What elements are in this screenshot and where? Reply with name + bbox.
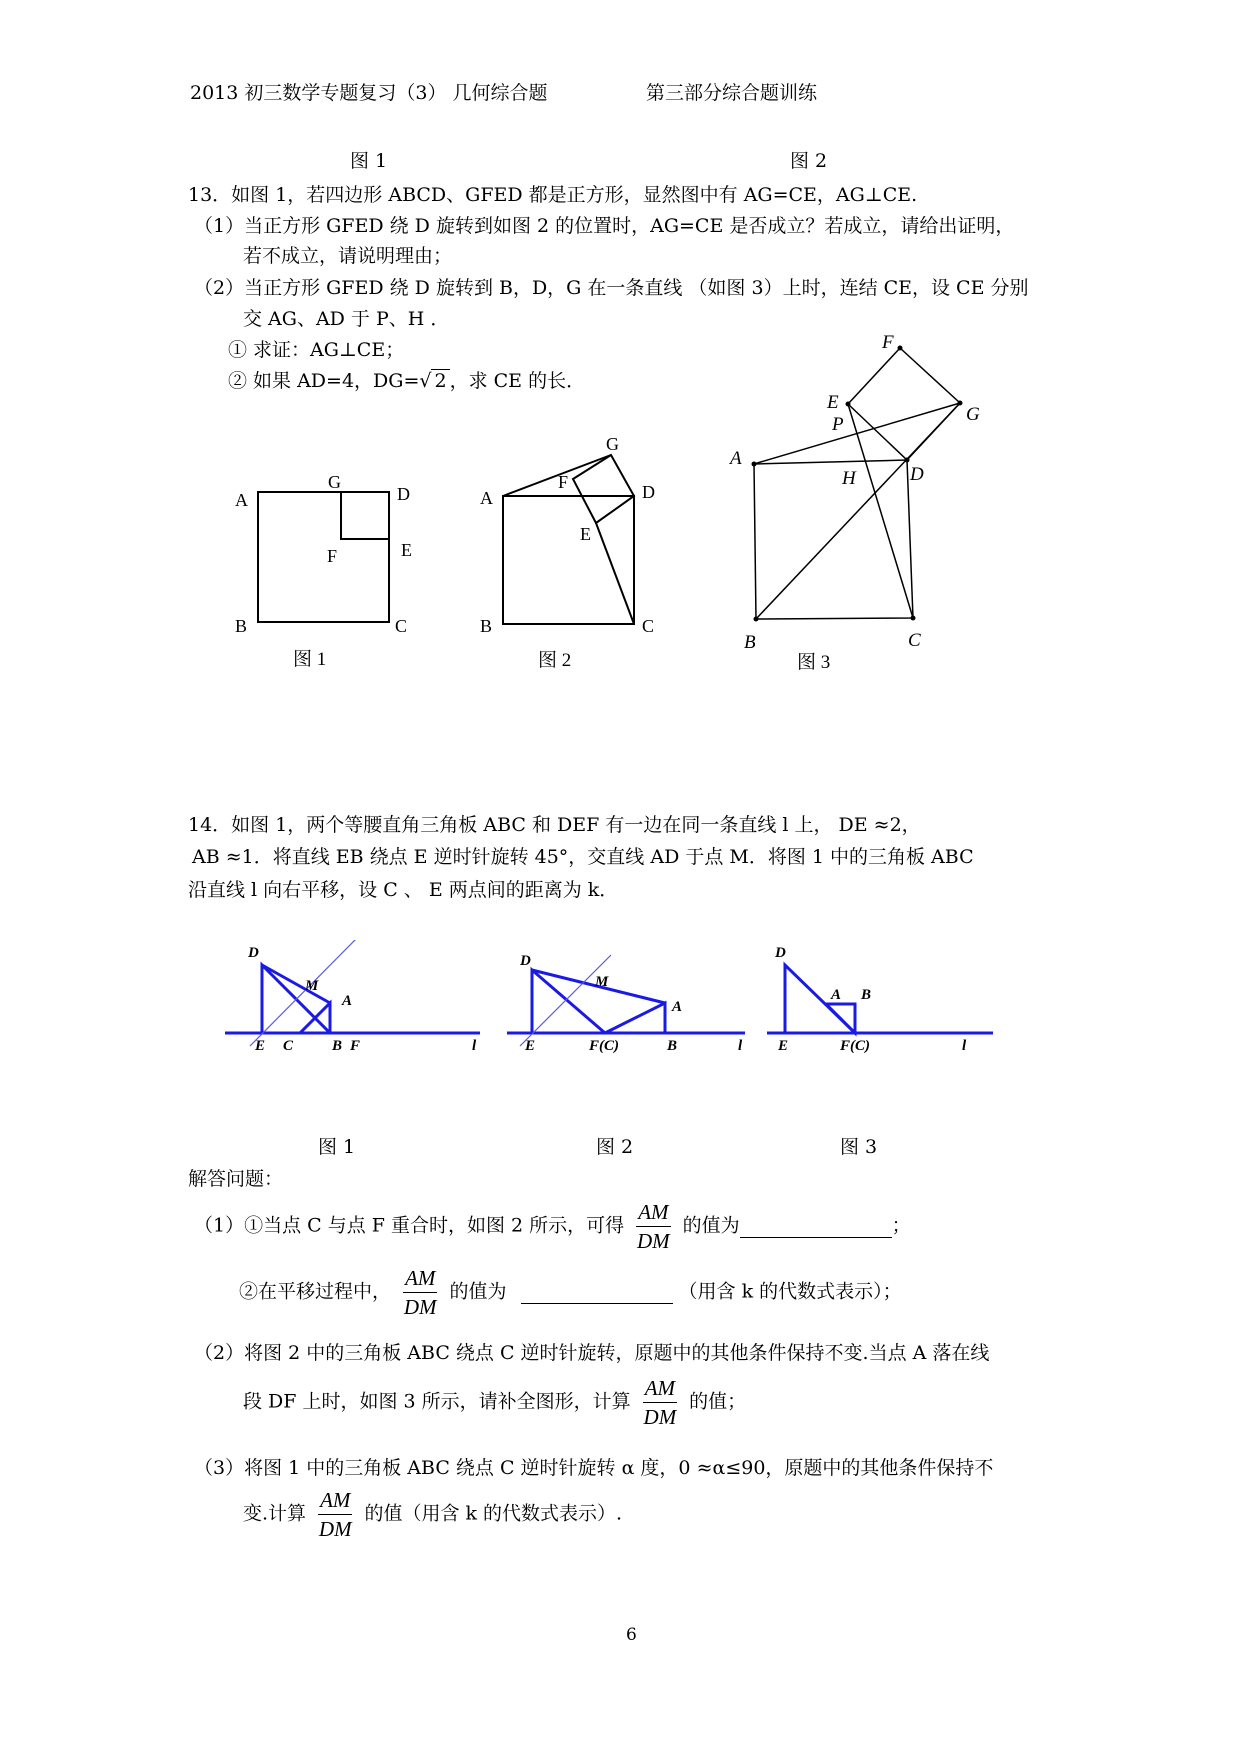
fraction-numerator: AM xyxy=(643,1374,677,1403)
q14-answer-heading: 解答问题： xyxy=(188,1168,284,1190)
label-d: D xyxy=(248,945,259,961)
label-f: F xyxy=(327,546,338,566)
label-b: B xyxy=(667,1038,678,1054)
page-header-section: 第三部分综合题训练 xyxy=(646,82,818,104)
label-e: E xyxy=(401,540,412,560)
label-l: l xyxy=(472,1038,477,1054)
fraction-am-dm xyxy=(636,1198,670,1255)
q14-line1: 14．如图 1，两个等腰直角三角板 ABC 和 DEF 有一边在同一条直线 l 上， DE ≈2， xyxy=(188,814,921,836)
fraction-denominator: DM xyxy=(318,1517,352,1541)
q14-line3: 沿直线 l 向右平移，设 C 、 E 两点间的距离为 k． xyxy=(188,879,619,901)
q13-item2-pre: ② 如果 AD=4，DG= xyxy=(228,370,420,392)
label-e: E xyxy=(525,1038,536,1054)
label-b: B xyxy=(332,1038,343,1054)
sub2-post: 的值； xyxy=(689,1390,747,1413)
page-number: 6 xyxy=(626,1625,637,1645)
label-m: M xyxy=(305,978,319,994)
fraction-denominator: DM xyxy=(637,1229,670,1253)
fraction-denominator: DM xyxy=(643,1405,677,1429)
q14-sub3-line2 xyxy=(243,1486,622,1543)
square-gfed xyxy=(848,348,960,460)
page-header-title: 2013 初三数学专题复习（3） 几何综合题 xyxy=(190,82,548,104)
square-abcd xyxy=(503,496,634,624)
fraction-am-dm xyxy=(403,1264,437,1321)
q13-figure-3 xyxy=(720,330,990,675)
q14-sub1a xyxy=(194,1198,911,1255)
fraction-am-dm xyxy=(643,1374,677,1431)
label-a: A xyxy=(235,490,248,510)
label-l: l xyxy=(962,1038,967,1054)
q14-sub1b xyxy=(239,1264,902,1321)
point-d xyxy=(905,458,910,463)
sub3-pre: 变.计算 xyxy=(243,1502,307,1525)
q14-sub3-line1: （3）将图 1 中的三角板 ABC 绕点 C 逆时针旋转 α 度，0 ≈α≤90，原题中的其他条件保持不 xyxy=(194,1457,994,1479)
label-g: G xyxy=(966,404,980,425)
q13-part2-item1: ① 求证：AG⊥CE； xyxy=(228,339,405,361)
fraction-numerator: AM xyxy=(318,1486,352,1515)
label-b: B xyxy=(235,616,248,636)
label-p: P xyxy=(832,414,844,435)
label-a: A xyxy=(342,993,353,1009)
q13-figure-1 xyxy=(225,470,435,670)
figure-caption: 图 3 xyxy=(797,652,831,673)
q14-sub2-line1: （2）将图 2 中的三角板 ABC 绕点 C 逆时针旋转，原题中的其他条件保持不变.当点 A 落在线 xyxy=(194,1342,990,1364)
point-b xyxy=(754,617,759,622)
label-b: B xyxy=(861,987,872,1003)
q13-part1-line1: （1）当正方形 GFED 绕 D 旋转到如图 2 的位置时，AG=CE 是否成立？若成立，请给出证明， xyxy=(194,215,1015,237)
label-e: E xyxy=(580,524,591,544)
label-m: M xyxy=(595,974,609,990)
sub1a-post: 的值为 xyxy=(682,1214,740,1237)
square-abcd xyxy=(258,492,389,622)
label-c: C xyxy=(908,630,921,651)
label-a: A xyxy=(730,448,742,469)
label-e: E xyxy=(827,392,839,413)
label-h: H xyxy=(842,468,856,489)
figure-caption: 图 1 xyxy=(293,649,327,670)
square-gfed xyxy=(341,492,389,539)
answer-blank-1[interactable] xyxy=(740,1215,892,1238)
label-f: F xyxy=(350,1038,361,1054)
q13-part2-line2: 交 AG、AD 于 P、H ． xyxy=(243,308,450,330)
label-g: G xyxy=(328,472,341,492)
label-a: A xyxy=(672,999,683,1015)
label-f-c: F(C) xyxy=(589,1038,619,1054)
sub3-post: 的值（用含 k 的代数式表示）. xyxy=(364,1502,623,1525)
label-e: E xyxy=(255,1038,266,1054)
q13-part2-item2 xyxy=(228,368,585,394)
triangle-abc xyxy=(605,1003,665,1033)
q14-caption-2: 图 2 xyxy=(596,1136,634,1158)
point-f xyxy=(898,346,903,351)
fraction-numerator: AM xyxy=(403,1264,437,1293)
label-a: A xyxy=(831,987,842,1003)
point-g xyxy=(958,401,963,406)
figure-caption: 图 2 xyxy=(538,650,572,671)
fraction-numerator: AM xyxy=(636,1198,670,1227)
sub1b-pre: ②在平移过程中， xyxy=(239,1280,392,1303)
label-d: D xyxy=(642,482,655,502)
q14-figure-1 xyxy=(220,940,490,1060)
label-d: D xyxy=(910,464,924,485)
q13-part2-line1: （2）当正方形 GFED 绕 D 旋转到 B，D，G 在一条直线 （如图 3）上时，连结 CE，设 CE 分别 xyxy=(194,277,1029,299)
label-b: B xyxy=(744,632,756,653)
sub1a-pre: （1）①当点 C 与点 F 重合时，如图 2 所示，可得 xyxy=(194,1214,625,1237)
point-a xyxy=(752,462,757,467)
q13-part1-line2: 若不成立，请说明理由； xyxy=(243,245,453,267)
label-c: C xyxy=(642,616,655,636)
label-d: D xyxy=(397,484,410,504)
point-c xyxy=(911,616,916,621)
top-caption-1: 图 1 xyxy=(350,150,388,172)
sqrt-radicand: 2 xyxy=(431,369,449,392)
sub1b-post: 的值为 xyxy=(449,1280,507,1303)
q14-line2: AB ≈1．将直线 EB 绕点 E 逆时针旋转 45°，交直线 AD 于点 M．将图 1 中的三角板 ABC xyxy=(192,846,974,868)
segment-ec xyxy=(596,523,634,624)
label-d: D xyxy=(520,953,531,969)
label-a: A xyxy=(480,488,493,508)
sub1b-end: （用含 k 的代数式表示）； xyxy=(678,1280,902,1303)
q13-item2-post: ，求 CE 的长． xyxy=(449,370,586,392)
q14-caption-1: 图 1 xyxy=(318,1136,356,1158)
top-caption-2: 图 2 xyxy=(790,150,828,172)
q14-caption-3: 图 3 xyxy=(840,1136,878,1158)
label-e: E xyxy=(778,1038,789,1054)
label-l: l xyxy=(738,1038,743,1054)
segment-ag xyxy=(503,455,611,496)
label-g: G xyxy=(606,434,619,454)
point-e xyxy=(846,402,851,407)
q14-figure-3 xyxy=(765,938,1005,1060)
label-f-c: F(C) xyxy=(840,1038,870,1054)
fraction-am-dm xyxy=(318,1486,352,1543)
answer-blank-2[interactable] xyxy=(521,1281,673,1304)
q13-intro: 13．如图 1，若四边形 ABCD、GFED 都是正方形，显然图中有 AG=CE，AG⊥CE. xyxy=(188,184,918,206)
sub2-pre: 段 DF 上时，如图 3 所示，请补全图形，计算 xyxy=(243,1390,631,1413)
q14-sub2-line2 xyxy=(243,1374,746,1431)
triangle-abc xyxy=(826,1004,855,1033)
fraction-denominator: DM xyxy=(403,1295,437,1319)
q14-figure-2 xyxy=(505,948,770,1060)
q13-figure-2 xyxy=(470,430,680,675)
label-f: F xyxy=(882,332,894,353)
sqrt-symbol: √ 2 xyxy=(419,368,449,394)
label-d: D xyxy=(775,945,786,961)
label-b: B xyxy=(480,616,493,636)
sub1a-end: ； xyxy=(891,1214,911,1237)
label-c: C xyxy=(283,1038,294,1054)
label-f: F xyxy=(558,472,569,492)
label-c: C xyxy=(395,616,408,636)
